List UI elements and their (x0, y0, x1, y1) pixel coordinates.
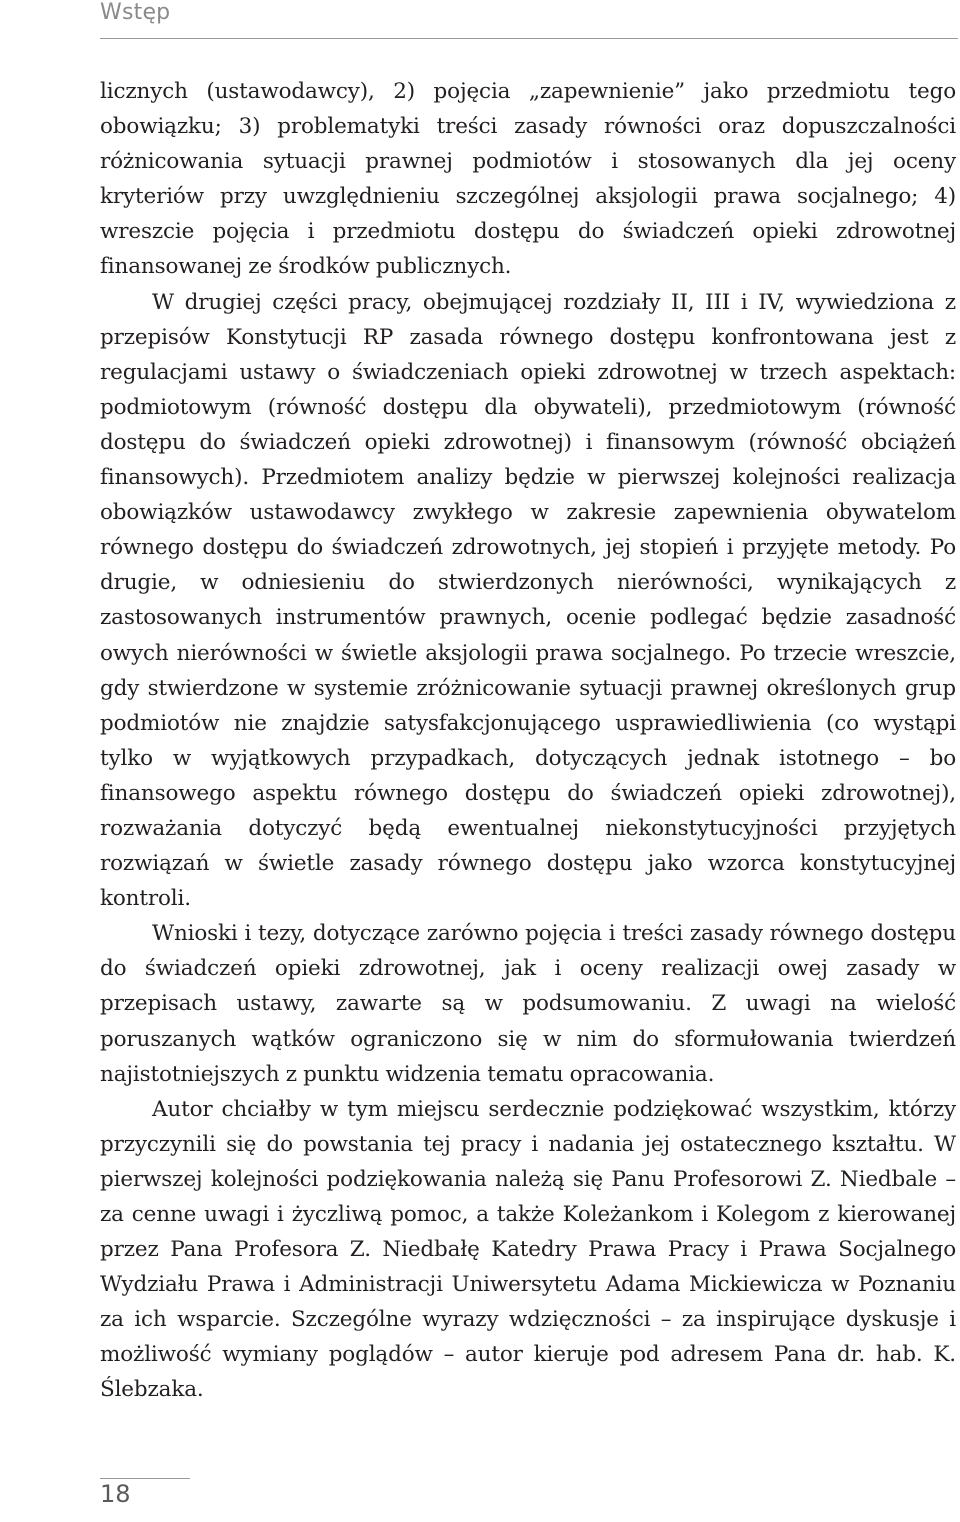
page-number: 18 (100, 1480, 131, 1508)
header-rule (100, 38, 958, 39)
body-text (100, 74, 956, 1408)
footer-rule (100, 1478, 190, 1479)
paragraph-continued: licznych (ustawodawcy), 2) pojęcia „zapewnienie” jako przedmiotu tego obowiązku; 3) problematyki treści zasady równości oraz dopuszczalności różnicowania sytuacji prawnej podmiotów i stosowanych dla jej oceny kryteriów przy uwzględnieniu szczególnej aksjologii prawa socjalnego; 4) wreszcie pojęcia i przedmiotu dostępu do świadczeń opieki zdrowotnej finansowanej ze środków publicznych. (100, 79, 956, 280)
paragraph-acknowledgements: Autor chciałby w tym miejscu serdecznie podziękować wszystkim, którzy przyczynili się do powstania tej pracy i nadania jej ostatecznego kształtu. W pierwszej kolejności podziękowania należą się Panu Profesorowi Z. Niedbale – za cenne uwagi i życzliwą pomoc, a także Koleżankom i Kolegom z kierowanej przez Pana Profesora Z. Niedbałę Katedry Prawa Pracy i Prawa Socjalnego Wydziału Prawa i Administracji Uniwersytetu Adama Mickiewicza w Poznaniu za ich wsparcie. Szczególne wyrazy wdzięczności – za inspirujące dyskusje i możliwość wymiany poglądów – autor kieruje pod adresem Pana dr. hab. K. Ślebzaka. (100, 1096, 956, 1403)
paragraph-conclusions: Wnioski i tezy, dotyczące zarówno pojęcia i treści zasady równego dostępu do świadczeń opieki zdrowotnej, jak i oceny realizacji owej zasady w przepisach ustawy, zawarte są w podsumowaniu. Z uwagi na wielość poruszanych wątków ograniczono się w nim do sformułowania twierdzeń najistotniejszych z punktu widzenia tematu opracowania. (100, 921, 956, 1087)
running-title: Wstęp (100, 0, 171, 25)
paragraph-second-part: W drugiej części pracy, obejmującej rozdziały II, III i IV, wywiedziona z przepisów Konstytucji RP zasada równego dostępu konfrontowana jest z regulacjami ustawy o świadczeniach opieki zdrowotnej w trzech aspektach: podmiotowym (równość dostępu dla obywateli), przedmiotowym (równość dostępu do świadczeń opieki zdrowotnej) i finansowym (równość obciążeń finansowych). Przedmiotem analizy będzie w pierwszej kolejności realizacja obowiązków ustawodawcy zwykłego w zakresie zapewnienia obywatelom równego dostępu do świadczeń zdrowotnych, jej stopień i przyjęte metody. Po drugie, w odniesieniu do stwierdzonych nierówności, wynikających z zastosowanych instrumentów prawnych, ocenie podlegać będzie zasadność owych nierówności w świetle aksjologii prawa socjalnego. Po trzecie wreszcie, gdy stwierdzone w systemie zróżnicowanie sytuacji prawnej określonych grup podmiotów nie znajdzie satysfakcjonującego usprawiedliwienia (co wystąpi tylko w wyjątkowych przypadkach, dotyczących jednak istotnego – bo finansowego aspektu równego dostępu do świadczeń opieki zdrowotnej), rozważania dotyczyć będą ewentualnej niekonstytucyjności przyjętych rozwiązań w świetle zasady równego dostępu jako wzorca konstytucyjnej kontroli. (100, 289, 956, 912)
